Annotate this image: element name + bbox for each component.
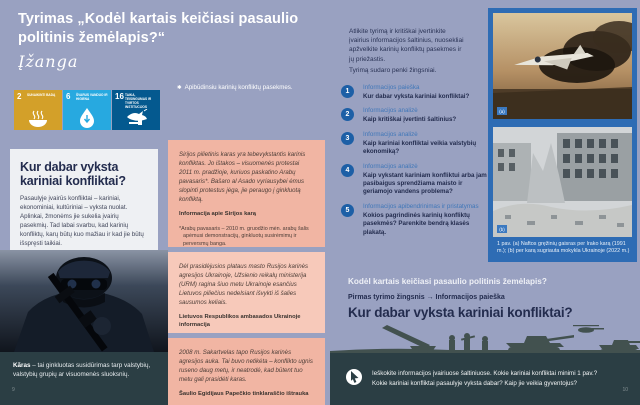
intro-script-label: Įžanga — [18, 52, 79, 71]
step-label: Informacijos analizė — [363, 130, 418, 138]
soldier-photo — [0, 250, 168, 352]
section-step-line: Pirmas tyrimo žingsnis → Informacijos paieška — [348, 294, 505, 301]
source-label: Informacija apie Sirijos karą — [179, 211, 257, 218]
task-bar — [330, 353, 640, 405]
steps-intro: Tyrimą sudaro penki žingsniai. — [349, 67, 437, 74]
task-line-2: Kokie kariniai konfliktai pasaulyje vyksta dabar? Kaip jie veikia gyventojus? — [372, 379, 577, 387]
sdg2-zero-hunger-icon — [14, 90, 62, 130]
sdg16-label: TAIKA, TEISINGUMAS IR TVIRTOS INSTITUCIJOS — [125, 93, 152, 109]
water-drop-icon — [78, 108, 96, 128]
source-quote: 2008 m. Sakartvelas tapo Rusijos karinės agresijos auka. Tai buvo netikėta – konflikto ugnis ruseno daug metų, ir neatrodė, kad būtent tuo metu gali prasidėti karas. — [179, 349, 313, 384]
figure-photo-ruins — [493, 127, 632, 237]
source-card-georgia — [168, 338, 325, 405]
section-heading: Kur dabar vyksta kariniai konfliktai? — [348, 305, 573, 320]
dove-on-gavel-icon — [123, 109, 149, 128]
source-quote: Sirijos pilietinis karas yra tebevykstantis karinis konfliktas. Jo ištakos – visuomenės protestai 2011 m. pradžioje, kuriuos paskatino Arabų pavasaris*. Bašaro al Asado vyriausybei ėmus slopinti protestus jėga, jie peraugo į ginkluotą konfliktą. — [179, 151, 306, 204]
definition-text: – tai ginkluotas susidūrimas tarp valstybių, valstybių grupių ar visuomenės sluoksnių. — [13, 362, 151, 379]
step-question: Kokios pagrindinės karinių konfliktų pasekmės? Parenkite bendrą klasės plakatą. — [363, 211, 470, 236]
war-definition-box — [0, 352, 168, 405]
task-cursor-icon — [346, 369, 362, 385]
intro-card-body: Pasaulyje įvairūs konfliktai – kariniai, ekonominiai, kultūriniai – vyksta nuolat. Aplinkai, žmonėms jie sukelia įvairių pasekmių. Tad labai svarbu, kad karinių konfliktų, karų būtų kuo mažiau ir kad jie būtų išspręsti taikiai. — [20, 195, 144, 247]
step-number-badge: 1 — [341, 85, 354, 98]
section-kicker: Kodėl kartais keičiasi pasaulio politinis žemėlapis? — [348, 277, 547, 286]
soldier-photo-art — [0, 250, 168, 352]
step-question: Kur dabar vyksta kariniai konfliktai? — [363, 93, 470, 101]
definition-term: Kãras — [13, 362, 31, 369]
figure-label-a: (a) — [497, 107, 507, 115]
cursor-arrow-icon — [349, 371, 360, 383]
battlefield-silhouette — [330, 322, 640, 354]
source-card-syria — [168, 140, 325, 247]
intro-card-heading: Kur dabar vyksta kariniai konfliktai? — [20, 160, 126, 188]
step-number-badge: 5 — [341, 204, 354, 217]
step-number-badge: 3 — [341, 132, 354, 145]
objective-text: Apibūdinsiu karinių konfliktų pasekmes. — [184, 84, 293, 91]
step-question: Kaip kariniai konfliktai veikia valstybių ekonomiką? — [363, 139, 477, 156]
source-label: Lietuvos Respublikos ambasados Ukrainoje informacija — [179, 314, 301, 328]
sdg6-label: ŠVARUS VANDUO IR HIGIENA — [76, 93, 108, 101]
source-label: Šaulio Egidijaus Papečkio tinklaraščio ištrauka — [179, 391, 309, 398]
step-label: Informacijos paieška — [363, 84, 420, 91]
step-item-2 — [341, 107, 493, 124]
task-text — [372, 369, 597, 388]
step-item-1 — [341, 84, 493, 101]
sdg16-number: 16 — [115, 92, 124, 101]
source-card-ukraine — [168, 252, 325, 333]
sdg2-number: 2 — [17, 92, 22, 101]
step-item-5 — [341, 203, 493, 237]
step-label: Informacijos analizė — [363, 107, 418, 115]
step-question: Kaip vykstant kariniam konfliktui arba jam pasibaigus sprendžiama maisto ir geriamojo vandens problema? — [363, 171, 487, 196]
step-item-3 — [341, 131, 493, 157]
figure-photo-jet — [493, 13, 632, 119]
research-intro: Atlikite tyrimą ir kritiškai įvertinkite įvairius informacijos šaltinius, nuosekliai apžvelkite karinių konfliktų pasekmes ir jų priežastis. — [349, 28, 464, 63]
page-title: Tyrimas „Kodėl kartais keičiasi pasaulio politinis žemėlapis?“ — [18, 11, 299, 46]
sdg2-label: SUNAIKINTI BADĄ — [27, 93, 56, 97]
figure-caption: 1 pav. (a) Naftos gręžinių gaisras per Irako karą (1991 m.); (b) per karą sugriauta mokykla Ukrainoje (2022 m.) — [497, 241, 630, 255]
research-steps-list — [341, 84, 493, 243]
step-question: Kaip kritiškai įvertinti šaltinius? — [363, 116, 457, 124]
page-number-right: 10 — [622, 387, 628, 393]
learning-objective — [177, 84, 293, 91]
figure-panel — [488, 8, 637, 262]
bowl-steam-icon — [26, 110, 50, 128]
jet-oil-fire-art — [493, 13, 632, 119]
sdg6-clean-water-icon — [63, 90, 111, 130]
objective-star-icon: ✱ — [177, 85, 182, 91]
task-line-1: Ieškokite informacijos įvairiuose šaltiniuose. Kokie kariniai konfliktai minimi 1 pav.? — [372, 370, 598, 377]
source-quote: Dėl prasidėjusios plataus masto Rusijos karinės agresijos Ukrainoje, Užsienio reikalų ministerija (URM) ragina šiuo metu Ukrainoje esančius Lietuvos piliečius nedelsiant išvykti iš šalies sausumos keliais. — [179, 263, 309, 307]
sdg-icon-row — [14, 90, 160, 130]
step-item-4 — [341, 163, 493, 197]
ruined-school-art — [493, 127, 632, 237]
step-number-badge: 4 — [341, 164, 354, 177]
step-label: Informacijos apibendrinimas ir pristatymas — [363, 202, 479, 210]
step-label: Informacijos analizė — [363, 162, 418, 170]
sdg6-number: 6 — [66, 92, 71, 101]
step-number-badge: 2 — [341, 108, 354, 121]
intro-card — [10, 149, 158, 250]
source-footnote: *Arabų pavasaris – 2010 m. gruodžio mėn. arabų šalis apėmusi demonstracijų, ginkluotų susirėmimų ir perversmų banga. — [179, 225, 309, 247]
figure-label-b: (b) — [497, 225, 507, 233]
sdg16-peace-justice-icon — [112, 90, 160, 130]
page-number-left: 9 — [12, 387, 15, 393]
